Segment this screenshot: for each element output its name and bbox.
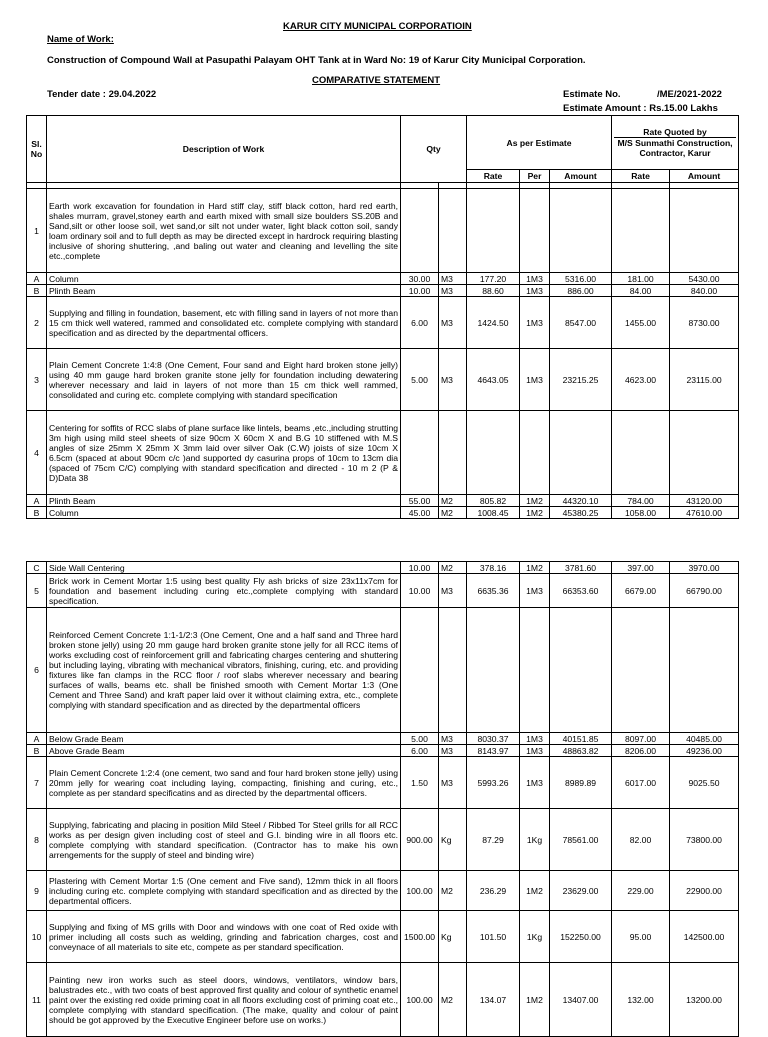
- description-header: Description of Work: [47, 116, 401, 183]
- item-qty: 900.00: [401, 809, 439, 871]
- item-sl: B: [27, 745, 47, 757]
- item-unit: M3: [439, 745, 467, 757]
- table-row: [27, 495, 739, 507]
- rate-quoted-header: [612, 116, 739, 170]
- item-quoted-amount: 47610.00: [670, 507, 739, 519]
- per-header: Per: [520, 170, 550, 183]
- quoted-amount-header: Amount: [670, 170, 739, 183]
- table-row: [27, 574, 739, 608]
- item-qty: 10.00: [401, 285, 439, 297]
- item-rate: [467, 411, 520, 495]
- item-amount: 5316.00: [550, 273, 612, 285]
- item-sl: A: [27, 495, 47, 507]
- item-quoted-amount: 8730.00: [670, 297, 739, 349]
- item-unit: M2: [439, 963, 467, 1037]
- item-qty: 1.50: [401, 757, 439, 809]
- item-sl: B: [27, 507, 47, 519]
- item-quoted-amount: 142500.00: [670, 911, 739, 963]
- item-quoted-amount: 22900.00: [670, 871, 739, 911]
- item-per: 1Kg: [520, 809, 550, 871]
- item-quoted-amount: 23115.00: [670, 349, 739, 411]
- item-quoted-rate: 132.00: [612, 963, 670, 1037]
- comparative-table-part-2: [26, 561, 739, 1037]
- item-per: [520, 411, 550, 495]
- item-amount: 66353.60: [550, 574, 612, 608]
- item-per: 1M2: [520, 562, 550, 574]
- item-per: 1M2: [520, 963, 550, 1037]
- table-row: [27, 757, 739, 809]
- item-qty: [401, 189, 439, 273]
- item-sl: B: [27, 285, 47, 297]
- item-per: 1M3: [520, 349, 550, 411]
- item-amount: [550, 608, 612, 733]
- item-amount: 3781.60: [550, 562, 612, 574]
- item-quoted-amount: 40485.00: [670, 733, 739, 745]
- item-qty: 55.00: [401, 495, 439, 507]
- item-qty: 10.00: [401, 574, 439, 608]
- item-per: 1M3: [520, 574, 550, 608]
- item-rate: 88.60: [467, 285, 520, 297]
- item-description: Brick work in Cement Mortar 1:5 using best quality Fly ash bricks of size 23x11x7cm for foundation and basement including curing etc.,complete complying with standard specification.: [47, 574, 401, 608]
- table-row: [27, 608, 739, 733]
- item-quoted-amount: 9025.50: [670, 757, 739, 809]
- table-row: [27, 507, 739, 519]
- estimate-no-value: /ME/2021-2022: [657, 89, 722, 100]
- item-rate: 5993.26: [467, 757, 520, 809]
- item-amount: 8547.00: [550, 297, 612, 349]
- rate-quoted-by-label: Rate Quoted by: [614, 127, 736, 138]
- item-qty: 45.00: [401, 507, 439, 519]
- item-per: 1M3: [520, 285, 550, 297]
- item-sl: 9: [27, 871, 47, 911]
- item-qty: [401, 411, 439, 495]
- item-unit: M3: [439, 349, 467, 411]
- item-amount: 8989.89: [550, 757, 612, 809]
- item-quoted-rate: 397.00: [612, 562, 670, 574]
- item-quoted-rate: 6017.00: [612, 757, 670, 809]
- item-unit: M2: [439, 562, 467, 574]
- item-per: 1Kg: [520, 911, 550, 963]
- item-rate: 87.29: [467, 809, 520, 871]
- item-quoted-rate: 4623.00: [612, 349, 670, 411]
- item-description: Reinforced Cement Concrete 1:1-1/2:3 (One Cement, One and a half sand and Three hard broken stone jelly) using 20 mm gauge hard broken granite stone jelly for all RCC items of works excluding cost of reinforcement grill and fabricating charges centering and shuttering but including laying, vibrating with mechanical vibrators, finishing, curing, etc. and providing fixtures like fan clamps in the RCC floor / roof slabs wherever necessary and bearing surfaces of walls, beams etc. shall be finished smooth with Cement Mortar 1:3 (One Cement and Three Sand) and kraft paper laid over it without claiming extra, etc., complete complying with standard specification and as directed by the departmental officers: [47, 608, 401, 733]
- item-quoted-amount: 49236.00: [670, 745, 739, 757]
- item-description: Painting new iron works such as steel doors, windows, ventilators, window bars, balustrades etc., with two coats of best approved first quality and colour of synthetic enamel paint over the existing red oxide priming coat in all floors excluding cost of priming coat etc., complete complying with standard specification. (The make, quality and colour of paint should be got approved by the Executive Engineer before use on works.): [47, 963, 401, 1037]
- item-sl: 3: [27, 349, 47, 411]
- item-unit: M2: [439, 871, 467, 911]
- item-unit: M3: [439, 285, 467, 297]
- comparative-table-part-1: [26, 115, 739, 519]
- item-quoted-rate: [612, 189, 670, 273]
- item-description: Supplying and filling in foundation, basement, etc with filling sand in layers of not more than 15 cm thick well watered, rammed and consolidated etc. complete complying with standard specification and as directed by the departmental officers.: [47, 297, 401, 349]
- table-row: [27, 273, 739, 285]
- item-unit: Kg: [439, 809, 467, 871]
- item-quoted-rate: 6679.00: [612, 574, 670, 608]
- item-unit: [439, 189, 467, 273]
- item-sl: 5: [27, 574, 47, 608]
- table-row: [27, 911, 739, 963]
- item-quoted-amount: [670, 608, 739, 733]
- table-row: [27, 562, 739, 574]
- item-sl: 2: [27, 297, 47, 349]
- item-unit: M3: [439, 733, 467, 745]
- item-qty: 5.00: [401, 349, 439, 411]
- item-description: Side Wall Centering: [47, 562, 401, 574]
- item-unit: M2: [439, 495, 467, 507]
- item-sl: 8: [27, 809, 47, 871]
- item-quoted-rate: 8097.00: [612, 733, 670, 745]
- item-qty: 6.00: [401, 745, 439, 757]
- item-quoted-rate: [612, 411, 670, 495]
- sl-no-header: Sl. No: [27, 116, 47, 183]
- item-rate: 1424.50: [467, 297, 520, 349]
- contractor-name: M/S Sunmathi Construction, Contractor, Karur: [617, 138, 733, 158]
- item-description: Centering for soffits of RCC slabs of plane surface like lintels, beams ,etc.,including strutting 3m high using mild steel sheets of size 90cm X 60cm X and B.G 10 stiffened with M.S angles of size 25mm X 25mm X 3mm laid over silver Oak (C.W) joists of size 10cm X 6.5cm (spaced at about 90cm c/c )and supported dy casurina props of 10cm to 13cm dia (spaced of 75cm C/C) complying with standard specification and directed - 10 m 2 (P & D)Data 38: [47, 411, 401, 495]
- item-quoted-rate: 1058.00: [612, 507, 670, 519]
- item-amount: 78561.00: [550, 809, 612, 871]
- item-unit: [439, 608, 467, 733]
- item-unit: M3: [439, 297, 467, 349]
- item-description: Plastering with Cement Mortar 1:5 (One cement and Five sand), 12mm thick in all floors including curing etc. complete complying with standard specification and as directed by the departmental officers.: [47, 871, 401, 911]
- item-rate: 236.29: [467, 871, 520, 911]
- item-qty: 6.00: [401, 297, 439, 349]
- item-rate: 378.16: [467, 562, 520, 574]
- item-description: Earth work excavation for foundation in Hard stiff clay, stiff black cotton, hard red earth, shales murram, gravel,stoney earth and earth mixed with small size boulders SS.20B and Sand,silt or other loose soil, wet sand,or silt not under water, light black cotton soil, sandy loam ordinary soil and to full depth as may be directed except in hardrock requiring blasting inclusive of shoring shuttering, ,and baling out water and cleaning and levelling the site etc.,complete: [47, 189, 401, 273]
- item-description: Below Grade Beam: [47, 733, 401, 745]
- tender-date: Tender date : 29.04.2022: [47, 89, 157, 100]
- table-row: [27, 963, 739, 1037]
- item-sl: 10: [27, 911, 47, 963]
- item-amount: 40151.85: [550, 733, 612, 745]
- item-amount: 152250.00: [550, 911, 612, 963]
- item-rate: 4643.05: [467, 349, 520, 411]
- item-amount: 45380.25: [550, 507, 612, 519]
- item-description: Above Grade Beam: [47, 745, 401, 757]
- item-sl: 1: [27, 189, 47, 273]
- item-quoted-rate: 229.00: [612, 871, 670, 911]
- item-quoted-amount: 3970.00: [670, 562, 739, 574]
- item-sl: C: [27, 562, 47, 574]
- item-per: 1M3: [520, 733, 550, 745]
- item-qty: 5.00: [401, 733, 439, 745]
- item-quoted-rate: 84.00: [612, 285, 670, 297]
- item-per: [520, 189, 550, 273]
- item-amount: [550, 189, 612, 273]
- item-description: Supplying and fixing of MS grills with Door and windows with one coat of Red oxide with primer including all costs such as welding, grinding and fabrication charges, cost and conveynace of all materials to site etc, compete as per standard specification.: [47, 911, 401, 963]
- item-description: Column: [47, 273, 401, 285]
- item-rate: 805.82: [467, 495, 520, 507]
- item-rate: 8143.97: [467, 745, 520, 757]
- item-quoted-amount: 5430.00: [670, 273, 739, 285]
- item-amount: 23629.00: [550, 871, 612, 911]
- quoted-rate-header: Rate: [612, 170, 670, 183]
- item-description: Column: [47, 507, 401, 519]
- estimate-no-label: Estimate No.: [563, 89, 621, 100]
- item-per: 1M3: [520, 273, 550, 285]
- item-rate: [467, 189, 520, 273]
- item-per: 1M3: [520, 745, 550, 757]
- item-unit: M3: [439, 757, 467, 809]
- table-row: [27, 297, 739, 349]
- item-quoted-amount: 43120.00: [670, 495, 739, 507]
- item-amount: 886.00: [550, 285, 612, 297]
- item-qty: [401, 608, 439, 733]
- estimate-amount: Estimate Amount : Rs.15.00 Lakhs: [563, 103, 718, 114]
- item-quoted-amount: 66790.00: [670, 574, 739, 608]
- item-amount: 48863.82: [550, 745, 612, 757]
- table-row: [27, 809, 739, 871]
- item-per: 1M2: [520, 507, 550, 519]
- item-description: Plain Cement Concrete 1:4:8 (One Cement, Four sand and Eight hard broken stone jelly) using 40 mm gauge hard broken granite stone jelly for foundation including dewatering wherever necessary and laid in layers of not more than 15 cm thick well rammed, consolidated and curing etc. complete complying with standard specification: [47, 349, 401, 411]
- item-description: Plain Cement Concrete 1:2:4 (one cement, two sand and four hard broken stone jelly) using 20mm jelly for wearing coat including laying, compacting, finishing and curing, etc., complete as per standard specificatins and as directed by the departmental officers.: [47, 757, 401, 809]
- item-rate: 1008.45: [467, 507, 520, 519]
- item-unit: M2: [439, 507, 467, 519]
- table-row: [27, 871, 739, 911]
- item-qty: 30.00: [401, 273, 439, 285]
- qty-header: Qty: [401, 116, 467, 183]
- item-sl: A: [27, 273, 47, 285]
- table-row: [27, 349, 739, 411]
- item-quoted-amount: 73800.00: [670, 809, 739, 871]
- item-qty: 100.00: [401, 963, 439, 1037]
- corporation-title: KARUR CITY MUNICIPAL CORPORATIOIN: [283, 21, 472, 32]
- item-quoted-amount: [670, 411, 739, 495]
- item-rate: 177.20: [467, 273, 520, 285]
- table-row: [27, 285, 739, 297]
- item-quoted-amount: 840.00: [670, 285, 739, 297]
- item-sl: A: [27, 733, 47, 745]
- item-unit: M3: [439, 574, 467, 608]
- item-amount: 13407.00: [550, 963, 612, 1037]
- item-unit: Kg: [439, 911, 467, 963]
- item-rate: 134.07: [467, 963, 520, 1037]
- table-row: [27, 411, 739, 495]
- item-rate: 8030.37: [467, 733, 520, 745]
- item-qty: 100.00: [401, 871, 439, 911]
- table-row: [27, 745, 739, 757]
- item-quoted-rate: 8206.00: [612, 745, 670, 757]
- item-quoted-rate: 82.00: [612, 809, 670, 871]
- statement-title: COMPARATIVE STATEMENT: [312, 75, 441, 86]
- item-quoted-rate: 95.00: [612, 911, 670, 963]
- item-rate: [467, 608, 520, 733]
- item-per: 1M3: [520, 757, 550, 809]
- item-sl: 4: [27, 411, 47, 495]
- item-per: 1M2: [520, 495, 550, 507]
- work-description: Construction of Compound Wall at Pasupathi Palayam OHT Tank at in Ward No: 19 of Karur City Municipal Corporation.: [47, 55, 586, 66]
- item-unit: M3: [439, 273, 467, 285]
- item-quoted-rate: [612, 608, 670, 733]
- table-row: [27, 733, 739, 745]
- item-description: Plinth Beam: [47, 285, 401, 297]
- item-sl: 7: [27, 757, 47, 809]
- item-amount: [550, 411, 612, 495]
- item-sl: 11: [27, 963, 47, 1037]
- item-rate: 6635.36: [467, 574, 520, 608]
- item-amount: 44320.10: [550, 495, 612, 507]
- item-amount: 23215.25: [550, 349, 612, 411]
- as-per-estimate-header: As per Estimate: [467, 116, 612, 170]
- item-quoted-amount: 13200.00: [670, 963, 739, 1037]
- item-description: Supplying, fabricating and placing in position Mild Steel / Ribbed Tor Steel grills for all RCC works as per design given including cost of steel and G.I. binding wire in all floors etc. complete complying with standard specification. (Contractor has to make his own arrengements for the supply of steel and binding wire): [47, 809, 401, 871]
- name-of-work-label: Name of Work:: [47, 34, 114, 45]
- item-per: [520, 608, 550, 733]
- table-row: [27, 189, 739, 273]
- item-quoted-rate: 1455.00: [612, 297, 670, 349]
- item-rate: 101.50: [467, 911, 520, 963]
- item-unit: [439, 411, 467, 495]
- item-quoted-rate: 181.00: [612, 273, 670, 285]
- rate-header: Rate: [467, 170, 520, 183]
- amount-header: Amount: [550, 170, 612, 183]
- item-quoted-amount: [670, 189, 739, 273]
- item-description: Plinth Beam: [47, 495, 401, 507]
- item-per: 1M3: [520, 297, 550, 349]
- item-quoted-rate: 784.00: [612, 495, 670, 507]
- item-qty: 10.00: [401, 562, 439, 574]
- item-sl: 6: [27, 608, 47, 733]
- item-qty: 1500.00: [401, 911, 439, 963]
- item-per: 1M2: [520, 871, 550, 911]
